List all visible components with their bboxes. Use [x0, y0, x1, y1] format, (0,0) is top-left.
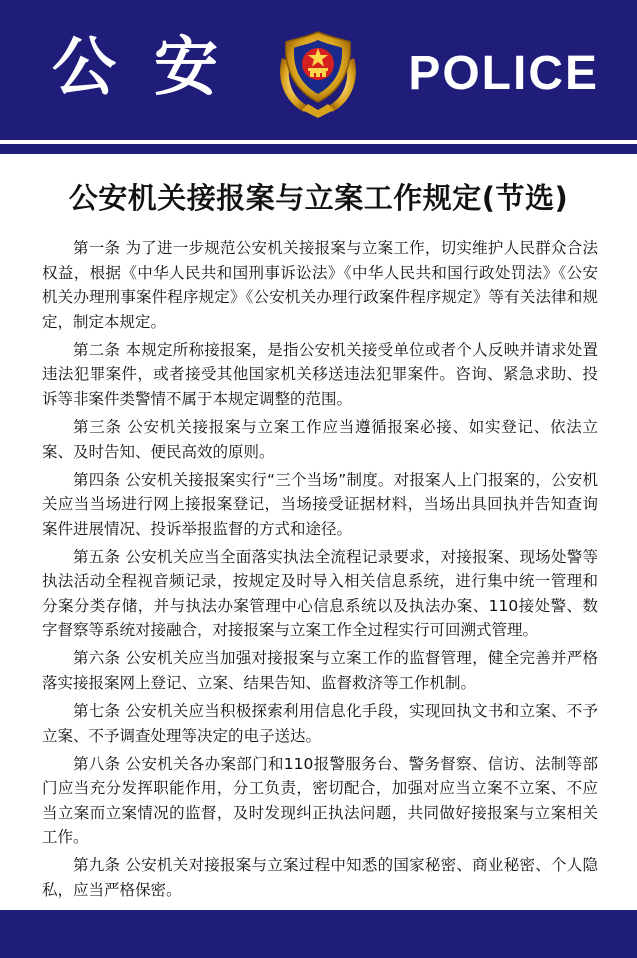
police-emblem-icon	[268, 28, 368, 120]
header-stripe	[0, 144, 637, 154]
page-title: 公安机关接报案与立案工作规定(节选)	[68, 181, 569, 215]
article-6: 第六条 公安机关应当加强对接报案与立案工作的监督管理，健全完善并严格落实接报案网上登记、立案、结果告知、监督救济等工作机制。	[42, 649, 598, 693]
article-9: 第九条 公安机关对接报案与立案过程中知悉的国家秘密、商业秘密、个人隐私，应当严格保密。	[42, 856, 598, 899]
header-left-text: 公安	[52, 31, 256, 105]
article-4: 第四条 公安机关接报案实行“三个当场”制度。对报案人上门报案的，公安机关应当当场进行网上接报案登记，当场接受证据材料，当场出具回执并告知查询案件进展情况、投诉举报监督的方式和途径。	[42, 470, 598, 538]
header-right-text: POLICE	[408, 47, 599, 100]
header-banner	[0, 0, 637, 140]
article-7: 第七条 公安机关应当积极探索利用信息化手段，实现回执文书和立案、不予立案、不予调查处理等决定的电子送达。	[42, 702, 598, 745]
article-1: 第一条 为了进一步规范公安机关接报案与立案工作，切实维护人民群众合法权益，根据《中华人民共和国刑事诉讼法》《中华人民共和国行政处罚法》《公安机关办理刑事案件程序规定》《公安机关办理行政案件程序规定》等有关法律和规定，制定本规定。	[42, 239, 598, 331]
article-5: 第五条 公安机关应当全面落实执法全流程记录要求，对接报案、现场处警等执法活动全程视音频记录，按规定及时导入相关信息系统，进行集中统一管理和分案分类存储，并与执法办案管理中心信息系统以及执法办案、110接处警、数字督察等系统对接融合，对接报案与立案工作全过程实行可回溯式管理。	[42, 547, 598, 640]
article-3: 第三条 公安机关接报案与立案工作应当遵循报案必接、如实登记、依法立案、及时告知、便民高效的原则。	[42, 417, 598, 461]
footer-banner	[0, 910, 637, 958]
regulation-body	[42, 236, 598, 906]
article-2: 第二条 本规定所称接报案，是指公安机关接受单位或者个人反映并请求处置违法犯罪案件，或者接受其他国家机关移送违法犯罪案件。咨询、紧急求助、投诉等非案件类警情不属于本规定调整的范围。	[42, 340, 598, 408]
article-8: 第八条 公安机关各办案部门和110报警服务台、警务督察、信访、法制等部门应当充分发挥职能作用，分工负责，密切配合，加强对应当立案不立案、不应当立案而立案情况的监督，及时发现纠正执法问题，共同做好接报案与立案相关工作。	[42, 754, 598, 847]
